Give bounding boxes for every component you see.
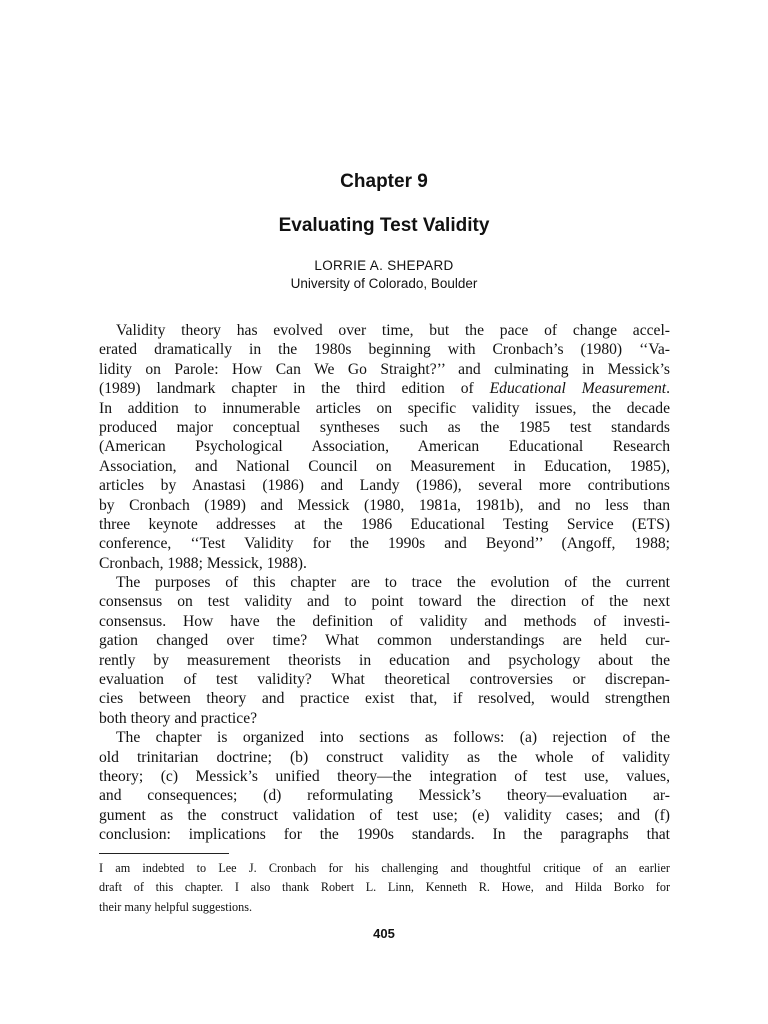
text-line: In addition to innumerable articles on specific validity issues, the decade <box>99 399 670 417</box>
text-line: articles by Anastasi (1986) and Landy (1986), several more contributions <box>99 477 670 495</box>
text-segment: (1989) landmark chapter in the third edition of <box>99 380 490 398</box>
text-line: lidity on Parole: How Can We Go Straight?’’ and culminating in Messick’s <box>99 360 670 378</box>
text-line: produced major conceptual syntheses such as the 1985 test standards <box>99 418 670 436</box>
text-line: and consequences; (d) reformulating Messick’s theory—evaluation ar- <box>99 787 670 805</box>
text-line: Cronbach, 1988; Messick, 1988). <box>99 554 307 572</box>
footnote-line: their many helpful suggestions. <box>99 899 252 914</box>
text-line: conclusion: implications for the 1990s standards. In the paragraphs that <box>99 826 670 844</box>
text-line: cies between theory and practice exist that, if resolved, would strengthen <box>99 690 670 708</box>
chapter-title: Evaluating Test Validity <box>278 215 490 236</box>
text-line: consensus on test validity and to point toward the direction of the next <box>99 593 670 611</box>
footnote <box>99 861 670 919</box>
text-line: three keynote addresses at the 1986 Educational Testing Service (ETS) <box>99 515 670 533</box>
text-line: consensus. How have the definition of validity and methods of investi- <box>99 612 670 630</box>
text-line: erated dramatically in the 1980s beginning with Cronbach’s (1980) ‘‘Va- <box>99 341 670 359</box>
author-name: LORRIE A. SHEPARD <box>314 258 454 273</box>
footnote-line: I am indebted to Lee J. Cronbach for his challenging and thoughtful critique of an earlier <box>99 861 670 875</box>
page-number: 405 <box>373 926 395 941</box>
text-line: theory; (c) Messick’s unified theory—the integration of test use, values, <box>99 767 670 785</box>
text-line: old trinitarian doctrine; (b) construct validity as the whole of validity <box>99 748 670 766</box>
text-line: rently by measurement theorists in education and psychology about the <box>99 651 670 669</box>
footnote-line: draft of this chapter. I also thank Robert L. Linn, Kenneth R. Howe, and Hilda Borko for <box>99 880 670 895</box>
text-line: by Cronbach (1989) and Messick (1980, 1981a, 1981b), and no less than <box>99 496 670 514</box>
text-line: The purposes of this chapter are to trace the evolution of the current <box>116 574 670 592</box>
footnote-divider <box>99 853 229 854</box>
text-line: (American Psychological Association, American Educational Research <box>99 438 670 456</box>
text-line: Association, and National Council on Measurement in Education, 1985), <box>99 457 670 475</box>
text-line: The chapter is organized into sections as follows: (a) rejection of the <box>116 729 670 747</box>
text-line: gument as the construct validation of test use; (e) validity cases; and (f) <box>99 806 670 824</box>
book-title-italic: Educational Measurement <box>489 380 667 398</box>
text-line: Validity theory has evolved over time, but the pace of change accel- <box>116 322 670 339</box>
text-line: conference, ‘‘Test Validity for the 1990s and Beyond’’ (Angoff, 1988; <box>99 535 670 553</box>
text-line: gation changed over time? What common understandings are held cur- <box>99 632 670 650</box>
text-segment: . <box>666 380 671 398</box>
text-line: both theory and practice? <box>99 709 258 727</box>
text-line-with-italic-title <box>99 379 670 398</box>
body-text <box>99 321 670 845</box>
chapter-label: Chapter 9 <box>340 171 428 192</box>
text-line: evaluation of test validity? What theoretical controversies or discrepan- <box>99 671 670 689</box>
author-affiliation: University of Colorado, Boulder <box>290 276 478 291</box>
